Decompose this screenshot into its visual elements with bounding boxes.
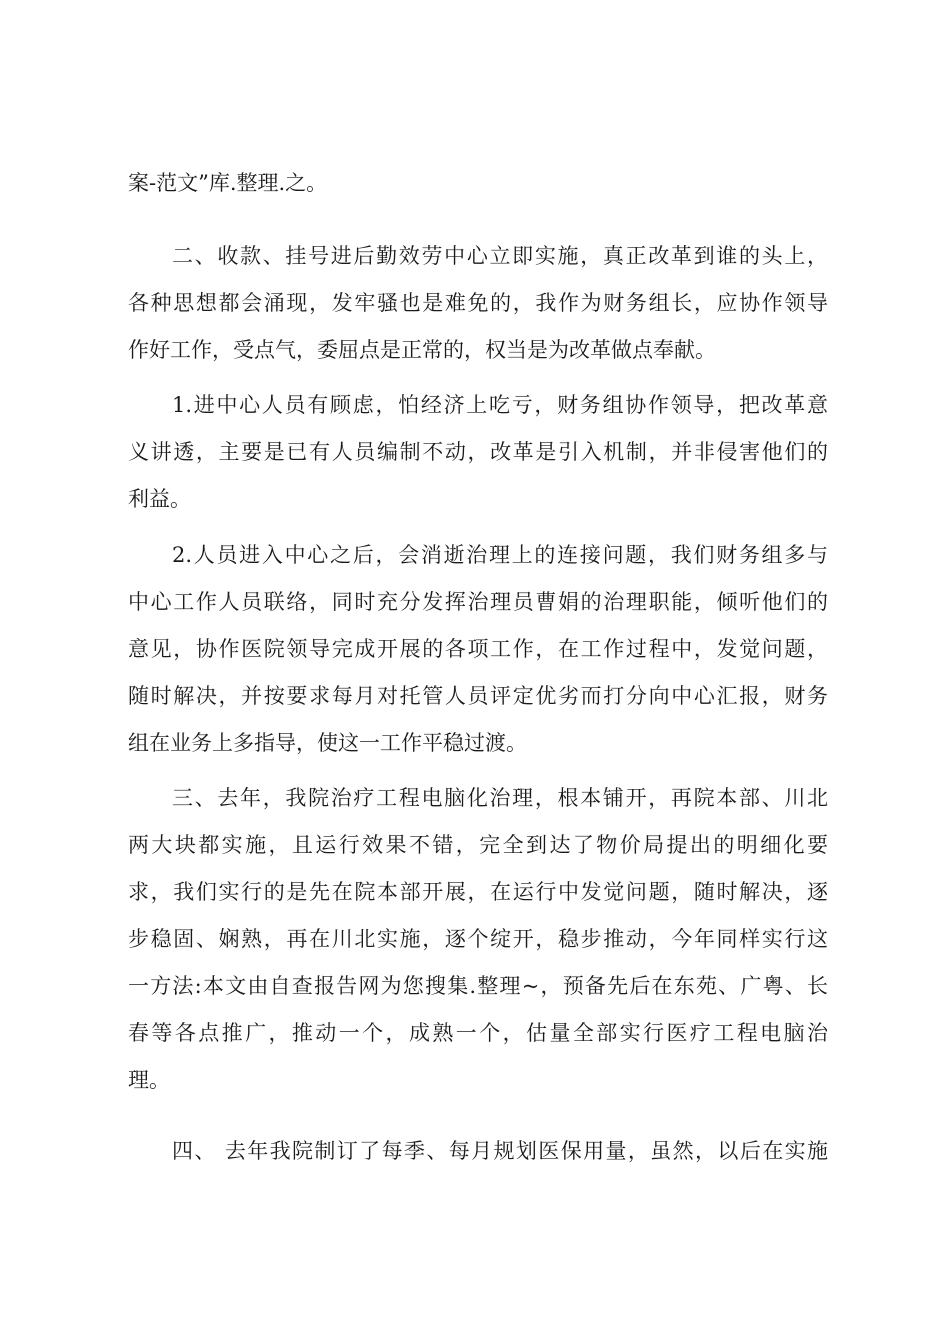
text-line-7: 利益。 bbox=[128, 487, 191, 511]
text-line-19: 理。 bbox=[128, 1068, 170, 1092]
text-line-20: 四、 去年我院制订了每季、每月规划医保用量，虽然，以后在实施 bbox=[172, 1139, 828, 1163]
text-line-15: 求，我们实行的是先在院本部开展，在运行中发觉问题，随时解决，逐 bbox=[128, 880, 828, 904]
text-line-5: 1.进中心人员有顾虑，怕经济上吃亏，财务组协作领导，把改革意 bbox=[172, 393, 828, 417]
text-line-17: 一方法:本文由自查报告网为您搜集.整理~，预备先后在东苑、广粤、长 bbox=[128, 974, 828, 998]
text-line-10: 意见，协作医院领导完成开展的各项工作，在工作过程中，发觉问题， bbox=[128, 637, 828, 661]
text-line-6: 义讲透，主要是已有人员编制不动，改革是引入机制，并非侵害他们的 bbox=[128, 440, 828, 464]
text-line-18: 春等各点推广，推动一个，成熟一个，估量全部实行医疗工程电脑治 bbox=[128, 1021, 828, 1045]
text-line-3: 各种思想都会涌现，发牢骚也是难免的，我作为财务组长，应协作领导 bbox=[128, 291, 828, 315]
text-line-14: 两大块都实施，且运行效果不错，完全到达了物价局提出的明细化要 bbox=[128, 833, 828, 857]
text-line-9: 中心工作人员联络，同时充分发挥治理员曹娟的治理职能，倾听他们的 bbox=[128, 590, 828, 614]
text-line-11: 随时解决，并按要求每月对托管人员评定优劣而打分向中心汇报，财务 bbox=[128, 684, 828, 708]
text-line-16: 步稳固、娴熟，再在川北实施，逐个绽开，稳步推动，今年同样实行这 bbox=[128, 927, 828, 951]
text-line-13: 三、去年，我院治疗工程电脑化治理，根本铺开，再院本部、川北 bbox=[172, 786, 828, 810]
text-line-12: 组在业务上多指导，使这一工作平稳过渡。 bbox=[128, 731, 527, 755]
text-line-8: 2.人员进入中心之后，会消逝治理上的连接问题，我们财务组多与 bbox=[172, 543, 828, 567]
text-line-2: 二、收款、挂号进后勤效劳中心立即实施，真正改革到谁的头上， bbox=[172, 244, 828, 268]
text-line-4: 作好工作，受点气，委屈点是正常的，权当是为改革做点奉献。 bbox=[128, 338, 716, 362]
text-line-1: 案-范文”库.整理.之。 bbox=[128, 171, 328, 195]
